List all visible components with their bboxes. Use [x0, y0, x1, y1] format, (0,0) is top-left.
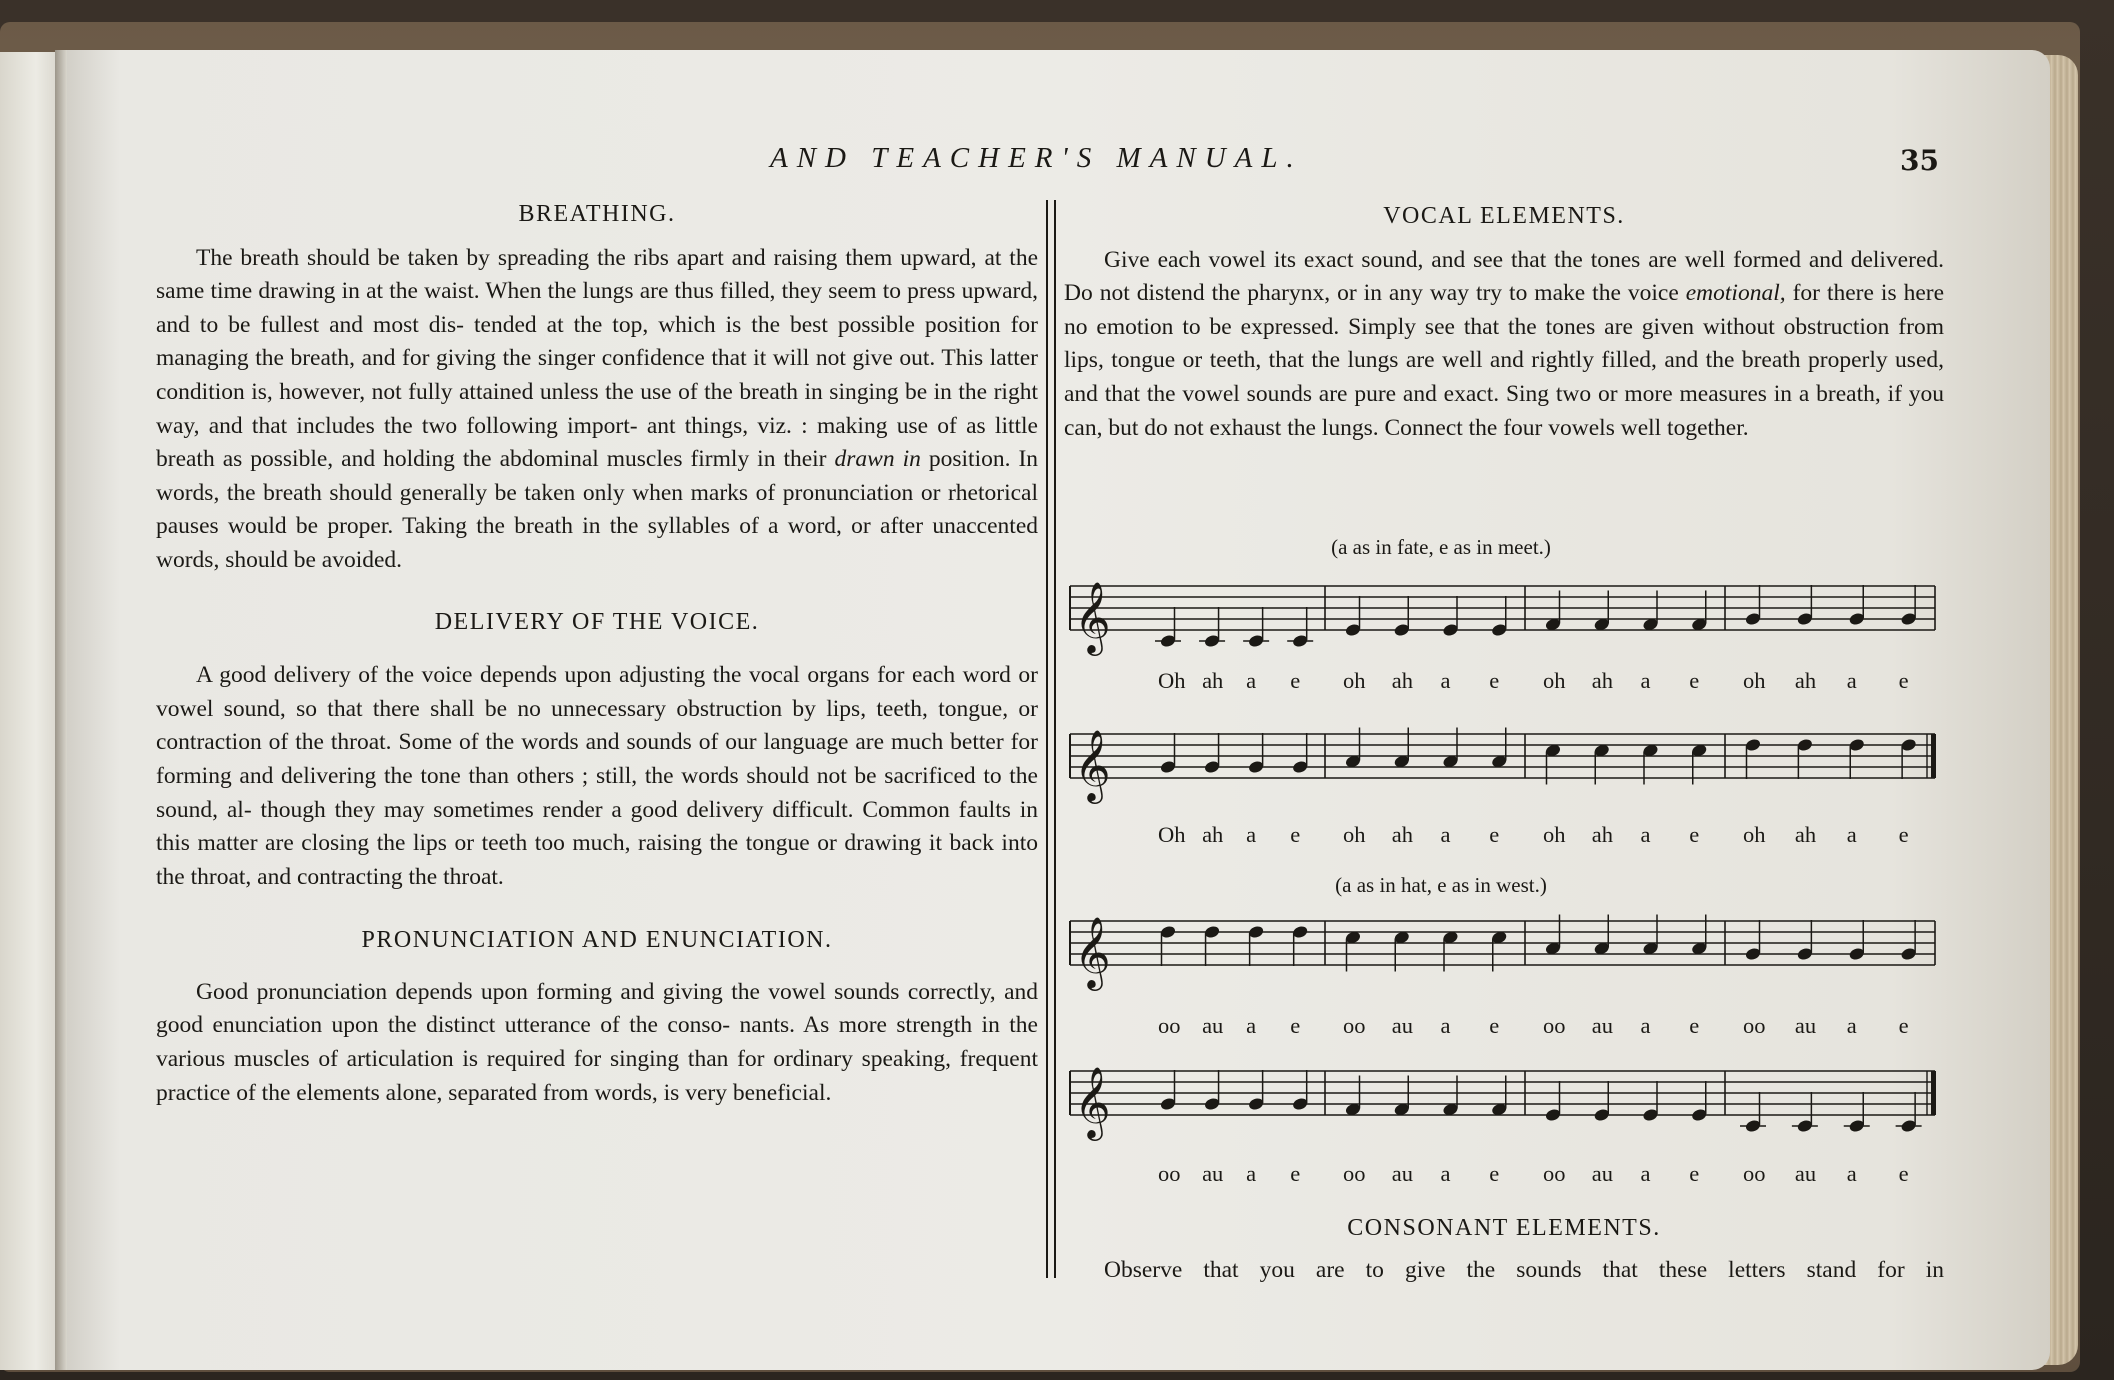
lyric-syllable: Oh	[1158, 668, 1186, 693]
lyric-syllable: au	[1202, 1161, 1224, 1186]
right-column	[1064, 200, 1944, 445]
lyric-syllable: oo	[1743, 1013, 1766, 1038]
lyric-syllable: e	[1290, 1161, 1301, 1186]
paragraph-consonant-elements: Observe that you are to give the sounds that these letters stand for in	[1104, 1256, 1944, 1283]
heading-delivery: DELIVERY OF THE VOICE.	[434, 608, 760, 635]
lyric-syllable: a	[1846, 822, 1857, 847]
lyric-syllable: au	[1794, 1161, 1817, 1186]
left-column	[156, 198, 1038, 1110]
lyric-syllable: a	[1246, 822, 1257, 847]
lyric-syllable: e	[1290, 822, 1301, 847]
lyric-syllable: e	[1489, 668, 1500, 693]
treble-clef-icon: 𝄞	[1074, 1065, 1111, 1138]
lyric-syllable: ah	[1202, 822, 1224, 847]
paragraph-pronunciation: Good pronunciation depends upon forming and giving the vowel sounds correctly, and good enunciation upon the distinct utterance of the conso- nants. As more strength in the various muscles of articulation is required for singing than for ordinary speaking, frequent practice of the elements alone, separated from words, is very beneficial.	[156, 978, 1039, 1106]
lyric-syllable: a	[1640, 1161, 1651, 1186]
lyric-syllable: e	[1898, 1013, 1909, 1038]
lyric-syllable: ah	[1794, 668, 1817, 693]
emphasis-emotional: emotional,	[1685, 280, 1786, 307]
emphasis-drawn-in: drawn in	[834, 446, 921, 473]
lyric-syllable: oo	[1743, 1161, 1766, 1186]
book-gutter	[55, 50, 67, 1370]
lyric-syllable: oo	[1158, 1013, 1181, 1038]
page-number: 35	[1900, 144, 1939, 177]
lyric-syllable: au	[1794, 1013, 1817, 1038]
lyric-syllable: a	[1640, 822, 1651, 847]
paragraph-delivery: A good delivery of the voice depends upon adjusting the vocal organs for each word or vowel sound, so that there shall be no unnecessary obstruction by lips, teeth, tongue, or contraction of the throat. Some of the words and sounds of our language are much better for forming and delivering the tone than others ; still, the words should not be sacrificed to the sound, al- though they may sometimes render a good delivery difficult. Common faults in this matter are closing the lips or teeth too much, raising the tongue or drawing it back into the throat, and contracting the throat.	[156, 662, 1039, 890]
lyric-syllable: au	[1391, 1013, 1413, 1038]
lyric-syllable: oh	[1743, 822, 1766, 847]
lyric-syllable: oh	[1543, 822, 1566, 847]
lyric-syllable: e	[1489, 822, 1500, 847]
music-staff-1	[1060, 570, 1950, 680]
heading-breathing: BREATHING.	[518, 201, 676, 227]
heading-pronunciation: PRONUNCIATION AND ENUNCIATION.	[361, 927, 833, 954]
left-page-edge	[0, 52, 60, 1370]
running-head: AND TEACHER'S MANUAL.	[770, 142, 1303, 174]
consonant-section	[1064, 1212, 1944, 1287]
lyric-syllable: oo	[1543, 1161, 1566, 1186]
lyric-syllable: oo	[1158, 1161, 1181, 1186]
treble-clef-icon: 𝄞	[1074, 728, 1111, 801]
lyric-syllable: e	[1689, 1013, 1700, 1038]
heading-vocal-elements: VOCAL ELEMENTS.	[1383, 203, 1625, 229]
caption-hat-west: (a as in hat, e as in west.)	[1335, 873, 1547, 897]
lyric-syllable: ah	[1391, 668, 1413, 693]
lyric-syllable: e	[1898, 668, 1909, 693]
lyric-syllable: a	[1246, 1161, 1257, 1186]
heading-consonant-elements: CONSONANT ELEMENTS.	[1347, 1215, 1661, 1241]
lyric-syllable: a	[1440, 668, 1451, 693]
lyric-syllable: a	[1440, 1161, 1451, 1186]
lyric-syllable: e	[1489, 1161, 1500, 1186]
treble-clef-icon: 𝄞	[1074, 915, 1111, 988]
music-staff-3	[1060, 905, 1950, 1015]
music-staff-2	[1060, 718, 1950, 828]
lyric-syllable: ah	[1391, 822, 1413, 847]
lyric-syllable: a	[1246, 668, 1257, 693]
paragraph-breathing: The breath should be taken by spreading the ribs apart and raising them upward, at the same time drawing in at the waist. When the lungs are thus filled, they seem to press upward, and to be fullest and most dis- tended at the top, which is the best possible position for managing the breath, and for giving the singer confidence that it will not give out. This latter condition is, however, not fully attained unless the use of the breath in singing be in the right way, and that includes the two following import- ant things, viz. : making use of as little breath as possible, and holding the abdominal muscles firmly in their drawn in position. In words, the breath should generally be taken only when marks of pronunciation or rhetorical pauses would be proper. Taking the breath in the syllables of a word, or after unaccented words, should be avoided.	[156, 244, 1039, 573]
lyric-syllable: e	[1689, 1161, 1700, 1186]
music-staff-4	[1060, 1055, 1950, 1165]
lyric-syllable: a	[1640, 668, 1651, 693]
lyric-syllable: a	[1846, 668, 1857, 693]
lyric-syllable: e	[1898, 822, 1909, 847]
lyric-syllable: oo	[1343, 1161, 1366, 1186]
lyric-syllable: au	[1591, 1013, 1613, 1038]
lyric-syllable: e	[1290, 1013, 1301, 1038]
lyric-syllable: au	[1202, 1013, 1224, 1038]
lyric-syllable: e	[1489, 1013, 1500, 1038]
lyric-syllable: a	[1440, 822, 1451, 847]
treble-clef-icon: 𝄞	[1074, 580, 1111, 653]
lyric-syllable: oh	[1343, 822, 1366, 847]
lyric-syllable: e	[1290, 668, 1301, 693]
lyric-syllable: oh	[1743, 668, 1766, 693]
lyric-syllable: ah	[1202, 668, 1224, 693]
lyric-syllable: oh	[1543, 668, 1566, 693]
lyric-syllable: e	[1689, 668, 1700, 693]
paragraph-vocal-elements: Give each vowel its exact sound, and see that the tones are well formed and delivered. Do not distend the pharynx, or in any way try to make the voice emotional, for there is here no emotion to be expressed. Simply see that the tones are given without obstruction from lips, tongue or teeth, that the lungs are well and rightly filled, and the breath properly used, and that the vowel sounds are pure and exact. Sing two or more measures in a breath, if you can, but do not exhaust the lungs. Connect the four vowels well together.	[1064, 246, 1945, 441]
lyric-syllable: ah	[1591, 822, 1613, 847]
lyric-syllable: a	[1846, 1161, 1857, 1186]
lyric-syllable: au	[1591, 1161, 1613, 1186]
column-divider	[1046, 200, 1056, 1278]
lyric-syllable: ah	[1591, 668, 1613, 693]
lyric-syllable: e	[1898, 1161, 1909, 1186]
lyric-syllable: ah	[1794, 822, 1817, 847]
lyric-syllable: e	[1689, 822, 1700, 847]
lyric-syllable: Oh	[1158, 822, 1186, 847]
lyric-syllable: oo	[1543, 1013, 1566, 1038]
lyric-syllable: a	[1246, 1013, 1257, 1038]
lyric-syllable: a	[1846, 1013, 1857, 1038]
lyric-syllable: a	[1440, 1013, 1451, 1038]
lyric-syllable: au	[1391, 1161, 1413, 1186]
lyric-syllable: a	[1640, 1013, 1651, 1038]
caption-fate-meet: (a as in fate, e as in meet.)	[1331, 535, 1551, 559]
lyric-syllable: oo	[1343, 1013, 1366, 1038]
lyric-syllable: oh	[1343, 668, 1366, 693]
